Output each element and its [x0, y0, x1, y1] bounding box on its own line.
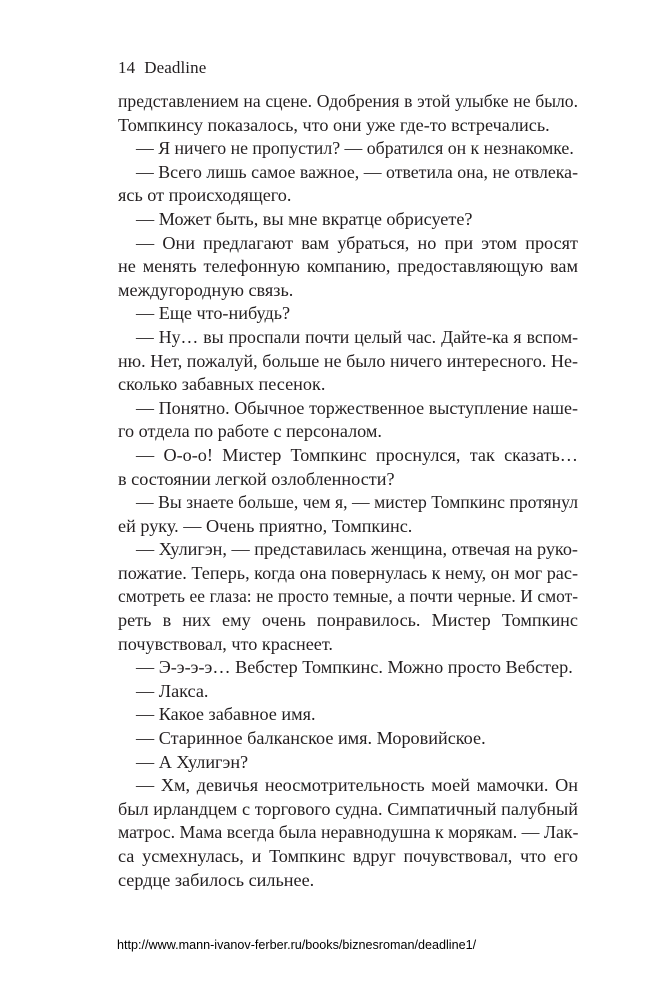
text-line: — Вы знаете больше, чем я, — мистер Томпкинс протянул: [136, 492, 578, 513]
text-line: — Еще что-нибудь?: [136, 303, 291, 324]
book-title: Deadline: [144, 58, 207, 77]
body-text: [118, 90, 578, 892]
text-line: матрос. Мама всегда была неравнодушна к морякам. — Лак-: [118, 822, 579, 843]
text-line: в состоянии легкой озлобленности?: [118, 468, 395, 489]
text-line: — Может быть, вы мне вкратце обрисуете?: [136, 208, 473, 229]
text-line: — Они предлагают вам убраться, но при этом просят: [136, 232, 578, 253]
source-url-link[interactable]: http://www.mann-ivanov-ferber.ru/books/biznesroman/deadline1/: [117, 938, 477, 952]
text-line: ню. Нет, пожалуй, больше не было ничего интересного. Не-: [118, 350, 578, 371]
text-line: го отдела по работе с персоналом.: [118, 421, 382, 442]
text-line: сколько забавных песенок.: [118, 374, 326, 395]
page-number: 14: [118, 58, 136, 77]
text-line: Томпкинсу показалось, что они уже где-то встречались.: [118, 114, 550, 135]
text-line: — Ну… вы проспали почти целый час. Дайте-ка я вспом-: [136, 326, 578, 347]
text-line: не менять телефонную компанию, предоставляющую вам: [118, 256, 578, 277]
text-line: почувствовал, что краснеет.: [118, 633, 333, 654]
text-line: реть в них ему очень понравилось. Мистер Томпкинс: [118, 610, 578, 631]
text-line: — Какое забавное имя.: [136, 704, 316, 725]
text-line: — Старинное балканское имя. Моровийское.: [136, 728, 486, 749]
text-line: сердце забилось сильнее.: [118, 869, 315, 890]
text-line: ясь от происходящего.: [118, 185, 292, 206]
text-line: представлением на сцене. Одобрения в этой улыбке не было.: [118, 91, 578, 111]
text-line: пожатие. Теперь, когда она повернулась к нему, он мог рас-: [118, 562, 578, 583]
text-line: — Лакса.: [136, 680, 209, 701]
text-line: междугородную связь.: [118, 279, 294, 300]
text-line: — Хм, девичья неосмотрительность моей мамочки. Он: [136, 775, 578, 796]
text-line: — Э-э-э-э… Вебстер Томпкинс. Можно просто Вебстер.: [136, 657, 573, 678]
text-line: — А Хулигэн?: [136, 751, 249, 772]
text-line: ей руку. — Очень приятно, Томпкинс.: [118, 515, 413, 536]
text-line: са усмехнулась, и Томпкинс вдруг почувствовал, что его: [118, 846, 578, 866]
text-line: — Понятно. Обычное торжественное выступление наше-: [136, 397, 578, 418]
text-line: — Хулигэн, — представилась женщина, отвечая на руко-: [136, 539, 578, 560]
text-line: был ирландцем с торгового судна. Симпатичный палубный: [118, 798, 578, 819]
text-line: — Всего лишь самое важное, — ответила она, не отвлека-: [136, 161, 578, 182]
text-line: — Я ничего не пропустил? — обратился он к незнакомке.: [136, 138, 574, 159]
text-line: — О-о-о! Мистер Томпкинс проснулся, так сказать…: [136, 444, 578, 465]
running-head: [118, 58, 206, 78]
text-line: смотреть ее глаза: не просто темные, а почти черные. И смот-: [118, 586, 578, 607]
